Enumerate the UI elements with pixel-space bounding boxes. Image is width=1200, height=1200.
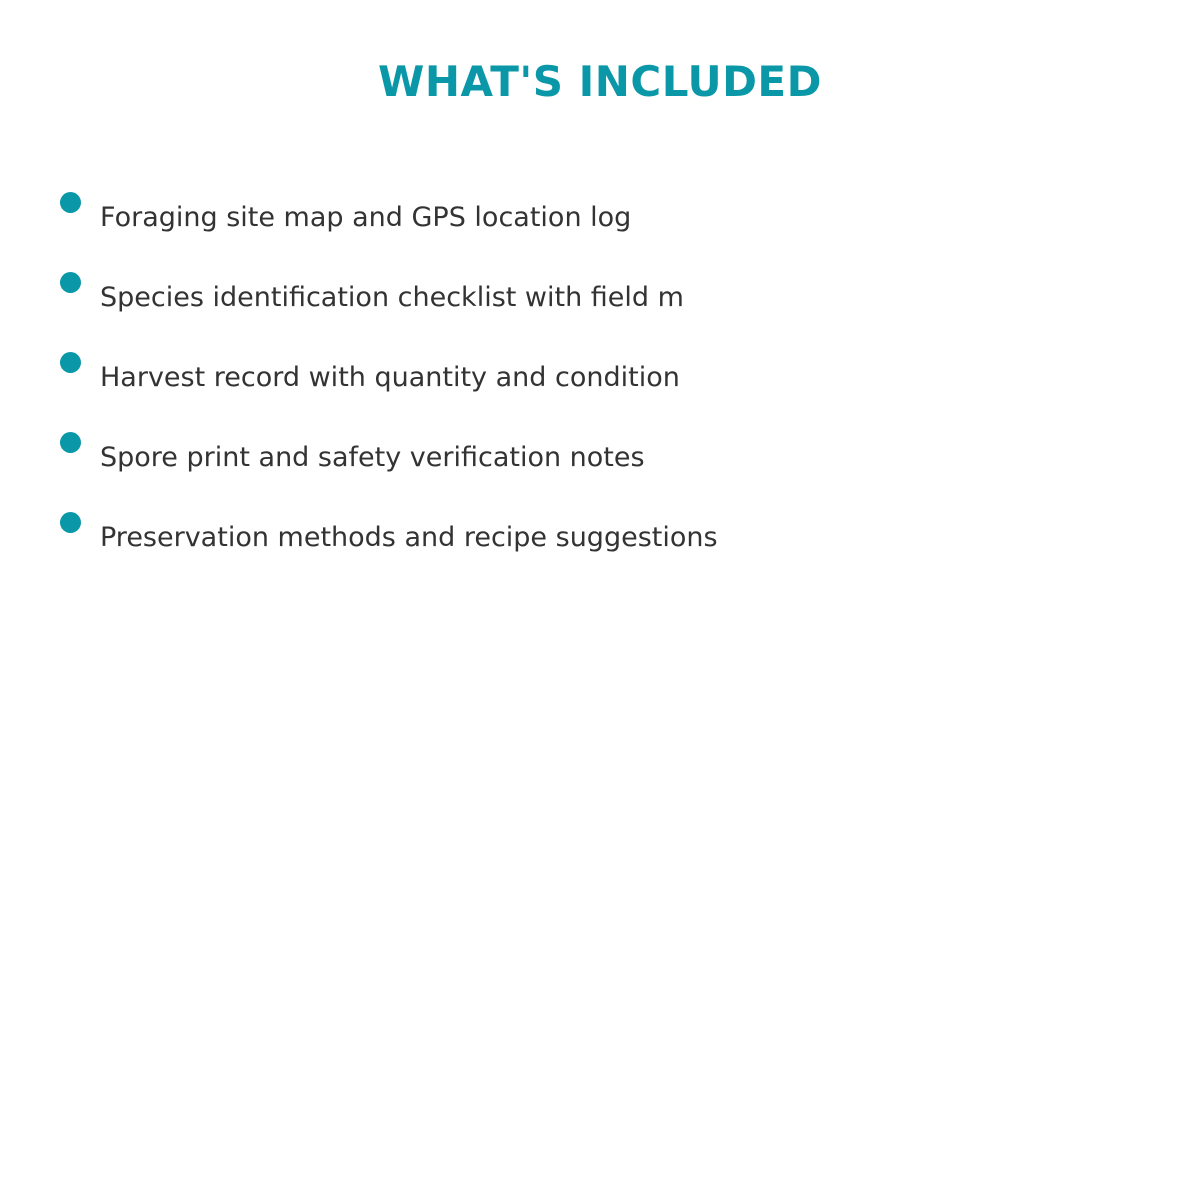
bullet-icon <box>60 272 81 293</box>
bullet-icon <box>60 432 81 453</box>
list-item <box>0 432 1200 492</box>
list-item <box>0 272 1200 332</box>
list-item-label: Harvest record with quantity and condition <box>100 362 680 393</box>
list-item-label: Foraging site map and GPS location log <box>100 202 632 233</box>
list-item <box>0 512 1200 572</box>
bullet-icon <box>60 192 81 213</box>
list-item <box>0 192 1200 252</box>
list-item-label: Spore print and safety verification notes <box>100 442 645 473</box>
bullet-icon <box>60 512 81 533</box>
page-title: WHAT'S INCLUDED <box>378 57 822 106</box>
list-item <box>0 352 1200 412</box>
list-item-label: Preservation methods and recipe suggestions <box>100 522 718 553</box>
list-item-label: Species identification checklist with field m <box>100 282 684 313</box>
bullet-icon <box>60 352 81 373</box>
